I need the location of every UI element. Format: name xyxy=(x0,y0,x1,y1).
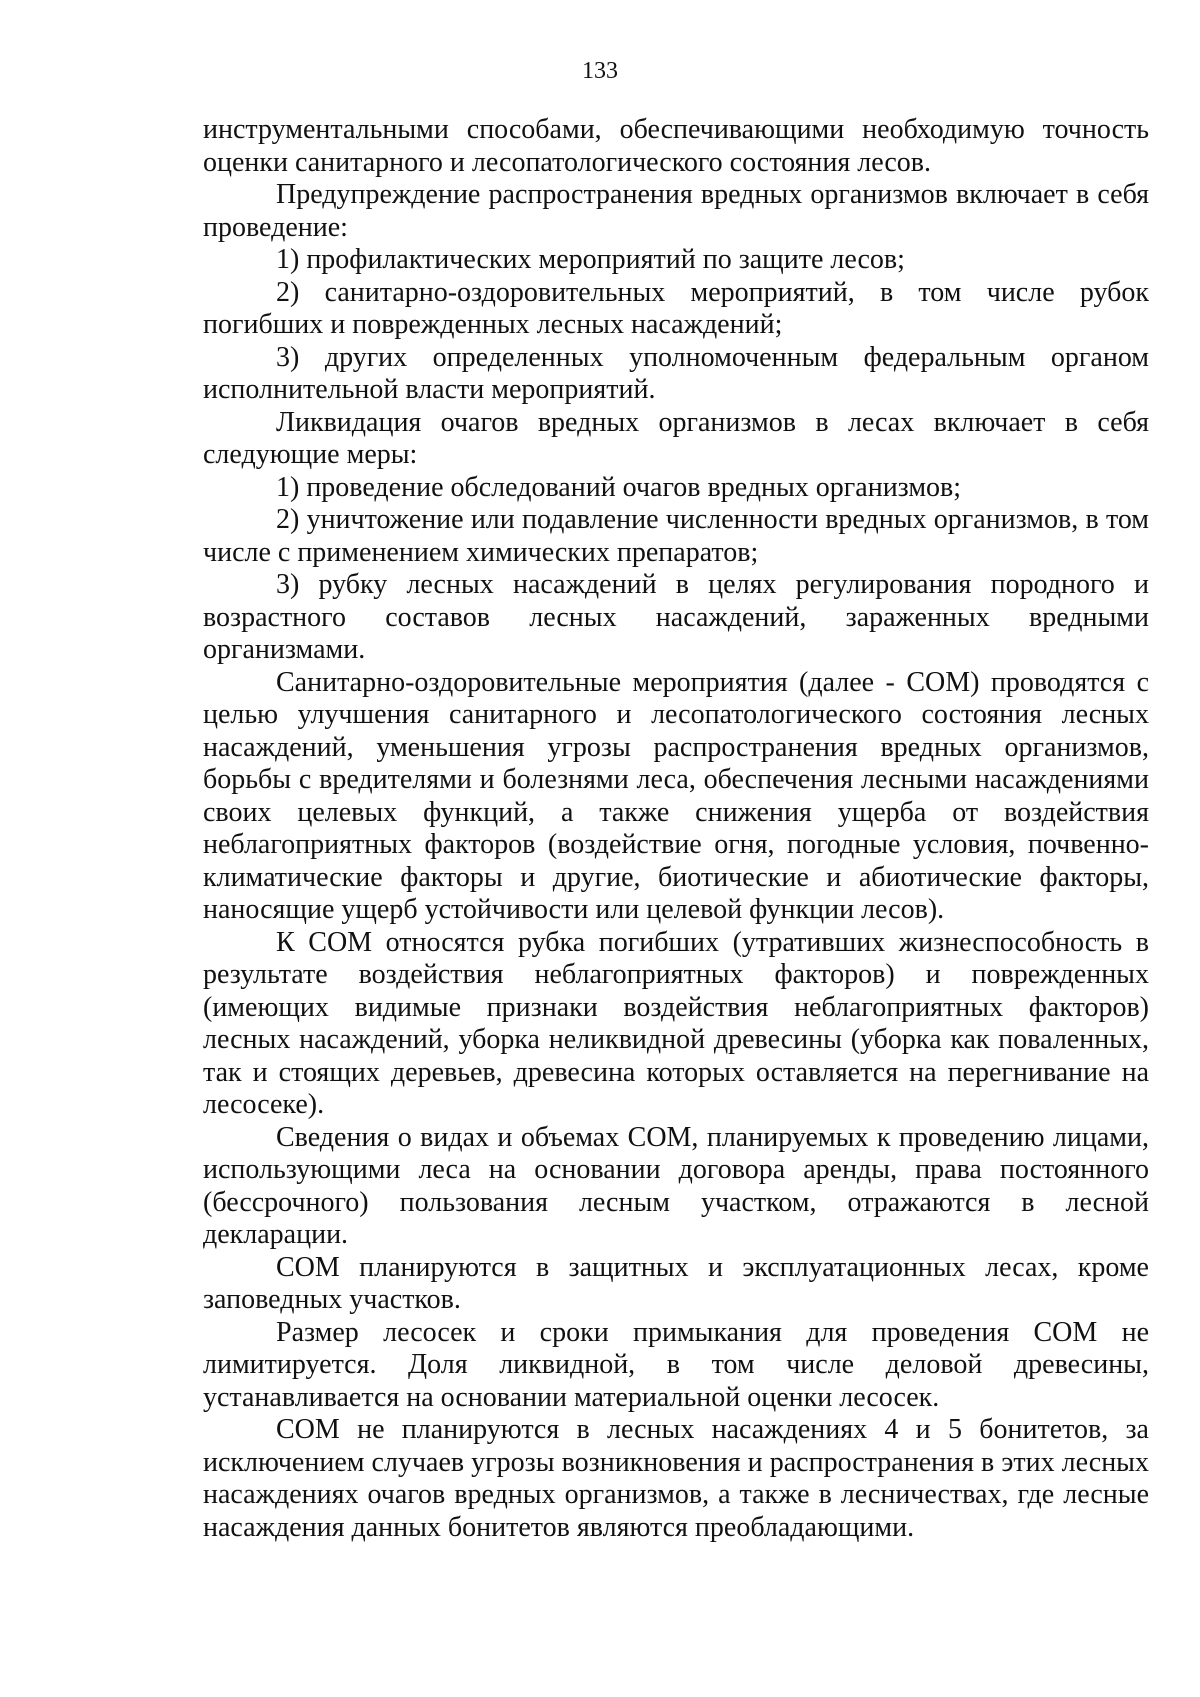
paragraph-som-bonitet: СОМ не планируются в лесных насаждениях 4 и 5 бонитетов, за исключением случаев угрозы возникновения и распространения в этих лесных насаждениях очагов вредных организмов, а также в лесничествах, где лесные насаждения данных бонитетов являются преобладающими. xyxy=(203,1414,1149,1543)
paragraph-prevention-intro: Предупреждение распространения вредных организмов включает в себя проведение: xyxy=(203,179,1149,243)
paragraph-som-definition: Санитарно-оздоровительные мероприятия (далее - СОМ) проводятся с целью улучшения санитарного и лесопатологического состояния лесных насаждений, уменьшения угрозы распространения вредных организмов, борьбы с вредителями и болезнями леса, обеспечения лесными насаждениями своих целевых функций, а также снижения ущерба от воздействия неблагоприятных факторов (воздействие огня, погодные условия, почвенно-климатические факторы и другие, биотические и абиотические факторы, наносящие ущерб устойчивости или целевой функции лесов). xyxy=(203,666,1149,925)
list-item-elimination-3: 3) рубку лесных насаждений в целях регулирования породного и возрастного составов лесных насаждений, зараженных вредными организмами. xyxy=(203,569,1149,665)
paragraph-som-forests: СОМ планируются в защитных и эксплуатационных лесах, кроме заповедных участков. xyxy=(203,1251,1149,1315)
list-item-elimination-1: 1) проведение обследований очагов вредных организмов; xyxy=(276,471,962,503)
list-item-prevention-3: 3) других определенных уполномоченным федеральным органом исполнительной власти мероприятий. xyxy=(203,341,1149,405)
paragraph-continuation: инструментальными способами, обеспечивающими необходимую точность оценки санитарного и лесопатологического состояния лесов. xyxy=(203,114,1149,178)
list-item-prevention-1: 1) профилактических мероприятий по защите лесов; xyxy=(276,244,905,275)
page-number: 133 xyxy=(582,58,618,84)
paragraph-elimination-intro: Ликвидация очагов вредных организмов в лесах включает в себя следующие меры: xyxy=(203,406,1149,470)
paragraph-som-declaration: Сведения о видах и объемах СОМ, планируемых к проведению лицами, использующими леса на основании договора аренды, права постоянного (бессрочного) пользования лесным участком, отражаются в лесной декларации. xyxy=(203,1121,1149,1250)
list-item-prevention-2: 2) санитарно-оздоровительных мероприятий, в том числе рубок погибших и поврежденных лесных насаждений; xyxy=(203,276,1149,340)
paragraph-som-types: К СОМ относятся рубка погибших (утративших жизнеспособность в результате воздействия неблагоприятных факторов) и поврежденных (имеющих видимые признаки воздействия неблагоприятных факторов) лесных насаждений, уборка неликвидной древесины (уборка как поваленных, так и стоящих деревьев, древесина которых оставляется на перегнивание на лесосеке). xyxy=(203,926,1149,1120)
paragraph-som-size: Размер лесосек и сроки примыкания для проведения СОМ не лимитируется. Доля ликвидной, в том числе деловой древесины, устанавливается на основании материальной оценки лесосек. xyxy=(203,1316,1149,1413)
document-body xyxy=(203,114,1149,1544)
list-item-elimination-2: 2) уничтожение или подавление численности вредных организмов, в том числе с применением химических препаратов; xyxy=(203,504,1149,568)
